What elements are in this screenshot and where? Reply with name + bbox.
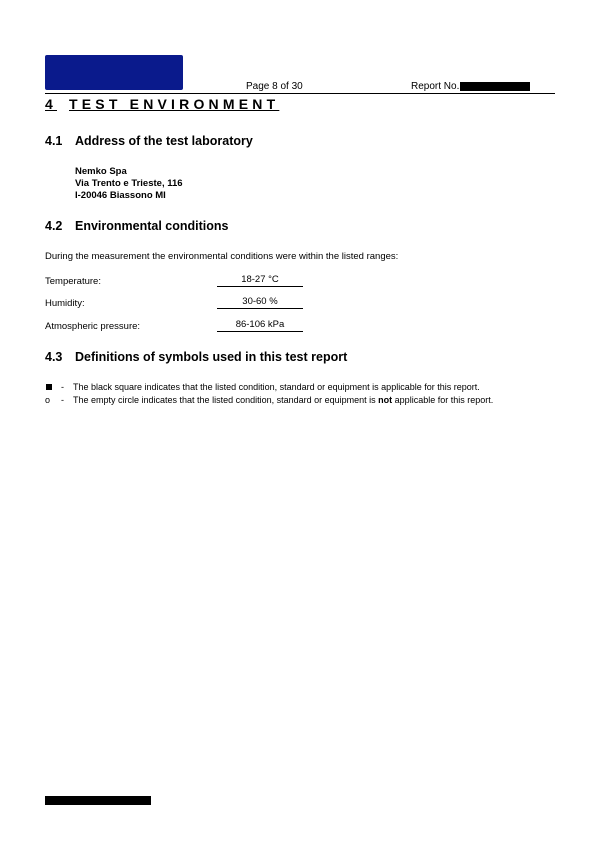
condition-value-humidity: 30-60 % [217,296,303,309]
section-heading-address [45,134,253,148]
section-number: 4.1 [45,134,63,148]
company-logo-block [45,55,183,90]
legend-text-part: The empty circle indicates that the listed condition, standard or equipment is [73,395,379,405]
page-number: Page 8 of 30 [246,81,303,92]
chapter-title-text: TEST ENVIRONMENT [69,96,280,112]
chapter-number: 4 [45,96,57,112]
redacted-report-id [460,82,530,91]
section-title: Address of the test laboratory [75,134,253,148]
filled-square-icon [45,382,61,392]
legend-dash: - [61,382,64,392]
empty-circle-symbol: o [45,395,51,405]
section-heading-environment [45,219,229,233]
legend-text: The black square indicates that the listed condition, standard or equipment is applicable for this report. [73,382,480,392]
section-title: Definitions of symbols used in this test report [75,350,348,364]
lab-address [75,166,183,202]
chapter-title [45,96,279,112]
legend-text-emphasis: not [378,395,393,405]
legend-row-not-applicable [45,395,493,405]
address-line: I-20046 Biassono MI [75,190,166,201]
legend-dash: - [61,395,64,405]
legend-text-part: applicable for this report. [392,395,494,405]
address-line: Nemko Spa [75,166,127,177]
condition-value-pressure: 86-106 kPa [217,319,303,332]
section-number: 4.2 [45,219,63,233]
condition-label-pressure: Atmospheric pressure: [45,321,141,332]
legend-text [73,395,493,405]
legend-row-applicable [45,382,480,392]
conditions-intro: During the measurement the environmental conditions were within the listed ranges: [45,251,399,262]
report-number-label: Report No. [411,81,460,92]
redacted-footer [45,796,151,805]
condition-value-temperature: 18-27 °C [217,274,303,287]
section-title: Environmental conditions [75,219,229,233]
section-number: 4.3 [45,350,63,364]
header-divider [45,93,555,94]
report-number [411,81,530,92]
condition-label-temperature: Temperature: [45,276,101,287]
condition-label-humidity: Humidity: [45,298,85,309]
address-line: Via Trento e Trieste, 116 [75,178,183,189]
section-heading-symbols [45,350,347,364]
